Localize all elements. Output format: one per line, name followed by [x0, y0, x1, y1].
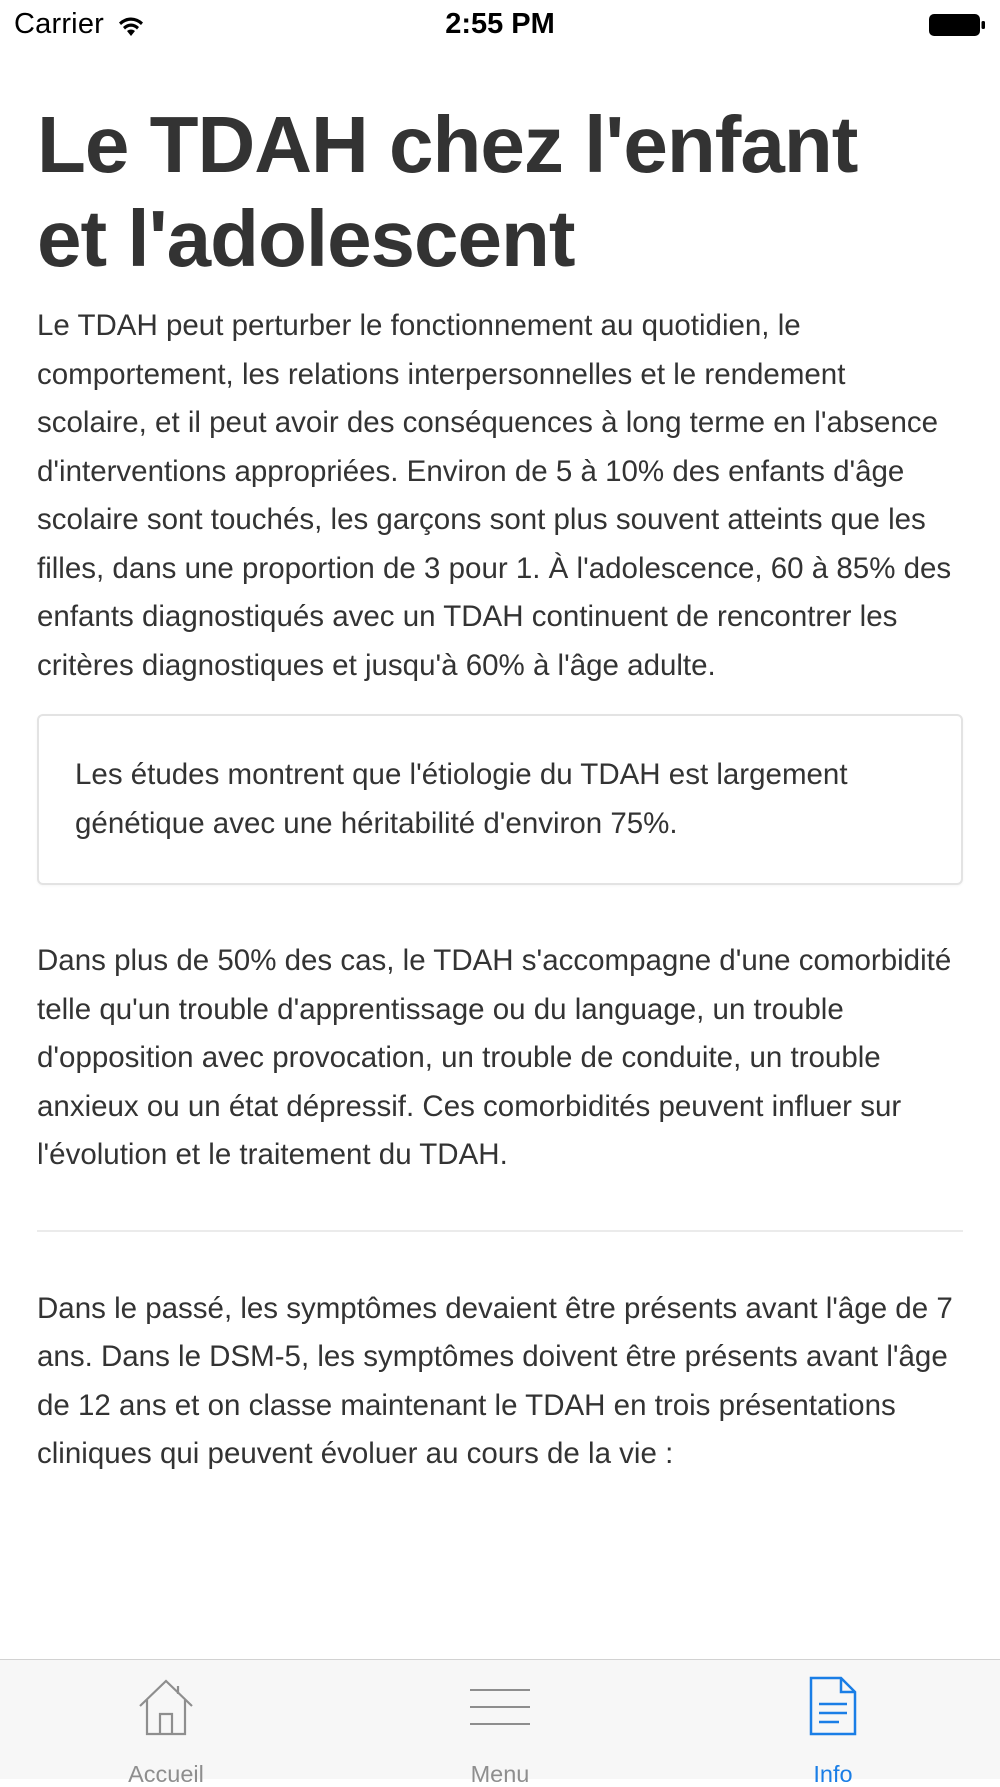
tab-bar — [0, 1659, 1000, 1787]
divider — [37, 1230, 963, 1232]
comorbidity-paragraph: Dans plus de 50% des cas, le TDAH s'accompagne d'une comorbidité telle qu'un trouble d'apprentissage ou du language, un trouble d'opposition avec provocation, un trouble de conduite, un trouble anxieux ou un état dépressif. Ces comorbidités peuvent influer sur l'évolution et le traitement du TDAH. — [37, 944, 952, 1171]
callout-text: Les études montrent que l'étiologie du TDAH est largement génétique avec une héritabilité d'environ 75%. — [75, 758, 848, 840]
callout-box — [37, 714, 963, 885]
status-time: 2:55 PM — [445, 8, 555, 40]
intro-paragraph: Le TDAH peut perturber le fonctionnement au quotidien, le comportement, les relations interpersonnelles et le rendement scolaire, et il peut avoir des conséquences à long terme en l'absence d'interventions appropriées. Environ de 5 à 10% des enfants d'âge scolaire sont touchés, les garçons sont plus souvent atteints que les filles, dans une proportion de 3 pour 1. À l'adolescence, 60 à 85% des enfants diagnostiqués avec un TDAH continuent de rencontrer les critères diagnostiques et jusqu'à 60% à l'âge adulte. — [37, 309, 952, 682]
tab-label-info: Info — [813, 1761, 853, 1787]
status-bar — [0, 0, 1000, 50]
page-title-line1: Le TDAH chez l'enfant — [37, 100, 858, 189]
page-title-line2: et l'adolescent — [37, 194, 575, 283]
page-title — [37, 98, 963, 286]
document-icon — [801, 1674, 865, 1738]
tab-accueil[interactable] — [66, 1660, 266, 1787]
home-icon — [134, 1674, 198, 1738]
tab-label-menu: Menu — [470, 1761, 530, 1787]
tab-info[interactable] — [733, 1660, 933, 1787]
tab-menu[interactable] — [400, 1660, 600, 1787]
article-content — [37, 98, 963, 1479]
tab-label-accueil: Accueil — [128, 1761, 204, 1787]
battery-icon — [928, 12, 986, 38]
carrier-label: Carrier — [14, 8, 105, 40]
history-paragraph: Dans le passé, les symptômes devaient être présents avant l'âge de 7 ans. Dans le DSM-5, les symptômes doivent être présents avant l'âge de 12 ans et on classe maintenant le TDAH en trois présentations cliniques qui peuvent évoluer au cours de la vie : — [37, 1291, 953, 1470]
menu-icon — [468, 1674, 532, 1738]
